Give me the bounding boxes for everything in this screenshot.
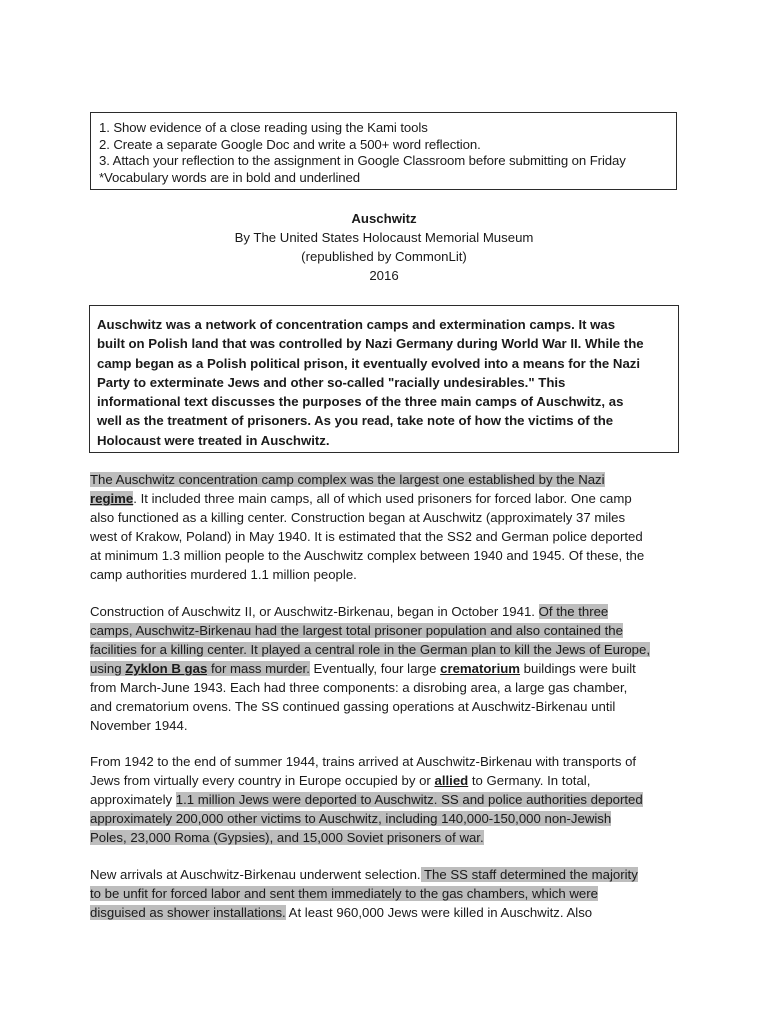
text-span: At least 960,000 Jews were killed in Auschwitz. Also [285,905,593,920]
article-header [0,209,768,285]
text-line: November 1944. [90,718,188,733]
instructions-box [90,112,677,190]
highlight[interactable]: using [90,661,126,676]
highlight[interactable]: to be unfit for forced labor and sent them immediately to the gas chambers, which were [90,886,598,901]
text-span: New arrivals at Auschwitz-Birkenau underwent selection. [90,867,421,882]
text-span: to Germany. In total, [468,773,591,788]
highlight[interactable]: 1.1 million Jews were deported to Auschwitz. SS and police authorities deported [175,792,643,807]
article-year: 2016 [369,268,399,283]
paragraph-4 [90,865,690,922]
highlight[interactable]: for mass murder. [207,661,310,676]
highlight[interactable]: camps, Auschwitz-Birkenau had the largest total prisoner population and also contained the [90,623,623,638]
highlight[interactable]: Poles, 23,000 Roma (Gypsies), and 15,000 Soviet prisoners of war. [90,830,484,845]
summary-line: built on Polish land that was controlled by Nazi Germany during World War II. While the [97,336,644,352]
paragraph-3 [90,752,690,847]
vocab-word-crematorium[interactable]: crematorium [440,661,521,676]
highlight[interactable]: Of the three [538,604,609,619]
article-republished: (republished by CommonLit) [301,249,467,264]
text-line: camp authorities murdered 1.1 million people. [90,567,357,582]
summary-line: well as the treatment of prisoners. As you read, take note of how the victims of the [97,413,614,429]
text-line: at minimum 1.3 million people to the Auschwitz complex between 1940 and 1945. Of these, the [90,548,645,563]
summary-box [89,305,679,453]
paragraph-1 [90,470,690,584]
summary-line: Holocaust were treated in Auschwitz. [97,432,330,448]
vocab-word-regime[interactable]: regime [90,491,134,506]
text-line: from March-June 1943. Each had three components: a disrobing area, a large gas chamber, [90,680,628,695]
paragraph-2 [90,602,690,735]
summary-line: Party to exterminate Jews and other so-called "racially undesirables." This [97,374,566,390]
highlight[interactable]: approximately 200,000 other victims to Auschwitz, including 140,000-150,000 non-Jewish [90,811,612,826]
summary-line: camp began as a Polish political prison, it eventually evolved into a means for the Nazi [97,355,641,371]
text-span: Construction of Auschwitz II, or Auschwitz-Birkenau, began in October 1941. [90,604,539,619]
instruction-line: *Vocabulary words are in bold and underlined [99,169,360,185]
vocab-word-allied[interactable]: allied [434,773,469,788]
highlight[interactable]: disguised as shower installations. [90,905,286,920]
text-line: west of Krakow, Poland) in May 1940. It is estimated that the SS2 and German police deported [90,529,643,544]
highlight[interactable]: The Auschwitz concentration camp complex was the largest one established by the Nazi [90,472,605,487]
text-line: and crematorium ovens. The SS continued gassing operations at Auschwitz-Birkenau until [90,699,616,714]
article-title: Auschwitz [351,211,417,226]
instruction-line: 2. Create a separate Google Doc and write a 500+ word reflection. [99,136,481,152]
vocab-word-zyklon-b-gas[interactable]: Zyklon B gas [125,661,208,676]
text-span: approximately [90,792,176,807]
summary-line: informational text discusses the purposes of the three main camps of Auschwitz, as [97,394,624,410]
summary-line: Auschwitz was a network of concentration camps and extermination camps. It was [97,317,616,332]
instruction-line: 3. Attach your reflection to the assignment in Google Classroom before submitting on Friday [99,153,626,169]
text-span: Jews from virtually every country in Europe occupied by or [90,773,435,788]
instruction-line: 1. Show evidence of a close reading using the Kami tools [99,120,428,135]
text-line: From 1942 to the end of summer 1944, trains arrived at Auschwitz-Birkenau with transports of [90,754,637,769]
text-span: . It included three main camps, all of which used prisoners for forced labor. One camp [133,491,632,506]
text-line: also functioned as a killing center. Construction began at Auschwitz (approximately 37 miles [90,510,626,525]
text-span: buildings were built [520,661,636,676]
text-span: Eventually, four large [309,661,441,676]
highlight[interactable]: The SS staff determined the majority [420,867,638,882]
article-byline: By The United States Holocaust Memorial Museum [234,230,534,245]
highlight[interactable]: facilities for a killing center. It played a central role in the German plan to kill the Jews of Europe, [90,642,651,657]
